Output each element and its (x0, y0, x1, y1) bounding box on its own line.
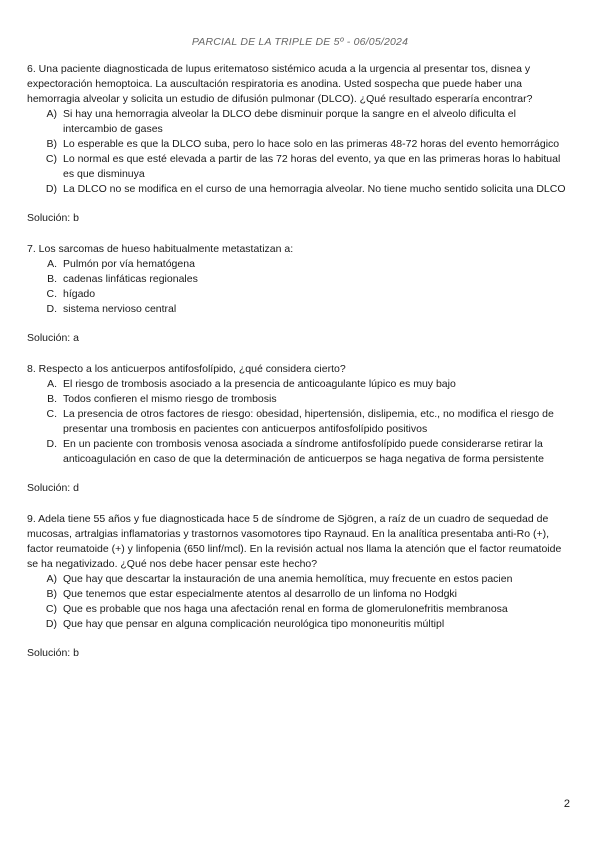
page-header: PARCIAL DE LA TRIPLE DE 5º - 06/05/2024 (191, 36, 409, 48)
option-text: sistema nervioso central (63, 303, 177, 315)
option-b (27, 392, 567, 407)
option-text: Que hay que descartar la instauración de una anemia hemolítica, muy frecuente en estos pacien (63, 573, 513, 585)
question-7 (27, 242, 567, 346)
option-c (27, 287, 567, 302)
option-a (27, 377, 567, 392)
option-letter: D. (46, 303, 57, 315)
option-d (27, 617, 567, 632)
option-text: La DLCO no se modifica en el curso de una hemorragia alveolar. No tiene mucho sentido solicita una DLCO (63, 183, 566, 195)
option-text: Todos confieren el mismo riesgo de trombosis (63, 393, 277, 405)
option-letter: C) (45, 153, 57, 165)
solution: Solución: b (27, 647, 79, 659)
option-text: El riesgo de trombosis asociado a la presencia de anticoagulante lúpico es muy bajo (63, 378, 456, 390)
option-letter: A. (47, 258, 57, 270)
option-d (27, 302, 567, 317)
option-letter: C. (46, 408, 57, 420)
option-c (27, 602, 567, 617)
option-a (27, 572, 567, 587)
option-text: cadenas linfáticas regionales (63, 273, 198, 285)
question-8 (27, 362, 567, 496)
solution: Solución: d (27, 482, 79, 494)
question-stem: 9. Adela tiene 55 años y fue diagnosticada hace 5 de síndrome de Sjögren, a raíz de un cuadro de sequedad de mucosas, artralgias inflamatorias y trastornos vasomotores tipo Raynaud. En la analítica presentaba anti-Ro (+), factor reumatoide (+) y linfopenia (650 linf/mcl). En la revisión actual nos llama la atención que el factor reumatoide se ha negativizado. ¿Qué nos debe hacer pensar este hecho? (27, 513, 562, 570)
solution: Solución: a (27, 332, 79, 344)
question-9 (27, 512, 567, 661)
option-letter: D. (46, 438, 57, 450)
option-letter: B. (47, 393, 57, 405)
option-a (27, 107, 567, 137)
option-a (27, 257, 567, 272)
option-letter: C) (45, 603, 57, 615)
options-list (27, 257, 567, 317)
option-letter: D) (45, 618, 57, 630)
questions-container (27, 62, 567, 677)
option-letter: C. (46, 288, 57, 300)
option-letter: B) (46, 138, 57, 150)
options-list (27, 107, 567, 197)
page-number: 2 (563, 798, 570, 810)
option-c (27, 407, 567, 437)
option-text: La presencia de otros factores de riesgo: obesidad, hipertensión, dislipemia, etc., no modifica el riesgo de presentar una trombosis en pacientes con anticuerpos antifosfolípido positivos (63, 408, 554, 435)
options-list (27, 377, 567, 467)
option-text: Que hay que pensar en alguna complicación neurológica tipo mononeuritis múltipl (63, 618, 445, 630)
option-letter: A) (46, 108, 57, 120)
option-text: Lo esperable es que la DLCO suba, pero lo hace solo en las primeras 48-72 horas del evento hemorrágico (63, 138, 560, 150)
options-list (27, 572, 567, 632)
option-text: Lo normal es que esté elevada a partir de las 72 horas del evento, ya que en las primeras horas lo habitual es que disminuya (63, 153, 561, 180)
option-d (27, 437, 567, 467)
option-d (27, 182, 567, 197)
solution: Solución: b (27, 212, 79, 224)
option-text: En un paciente con trombosis venosa asociada a síndrome antifosfolípido puede considerarse retirar la anticoagulación en caso de que la determinación de anticuerpos se haga negativa de forma persistente (63, 438, 544, 465)
option-letter: B. (47, 273, 57, 285)
option-b (27, 137, 567, 152)
option-text: Pulmón por vía hematógena (63, 258, 195, 270)
question-6 (27, 62, 567, 226)
option-text: Si hay una hemorragia alveolar la DLCO debe disminuir porque la sangre en el alveolo dificulta el intercambio de gases (63, 108, 516, 135)
option-text: Que tenemos que estar especialmente atentos al desarrollo de un linfoma no Hodgki (63, 588, 457, 600)
option-letter: B) (46, 588, 57, 600)
question-stem: 7. Los sarcomas de hueso habitualmente metastatizan a: (27, 243, 294, 255)
option-c (27, 152, 567, 182)
question-stem: 8. Respecto a los anticuerpos antifosfolípido, ¿qué considera cierto? (27, 363, 346, 375)
option-b (27, 587, 567, 602)
option-letter: A) (46, 573, 57, 585)
option-text: hígado (63, 288, 96, 300)
option-b (27, 272, 567, 287)
option-text: Que es probable que nos haga una afectación renal en forma de glomerulonefritis membranosa (63, 603, 508, 615)
option-letter: A. (47, 378, 57, 390)
option-letter: D) (45, 183, 57, 195)
question-stem: 6. Una paciente diagnosticada de lupus eritematoso sistémico acuda a la urgencia al presentar tos, disnea y expectoración hemoptoica. La auscultación respiratoria es anodina. Usted sospecha que puede haber una hemorragia alveolar y solicita un estudio de difusión pulmonar (DLCO). ¿Qué resultado esperaría encontrar? (27, 63, 533, 105)
